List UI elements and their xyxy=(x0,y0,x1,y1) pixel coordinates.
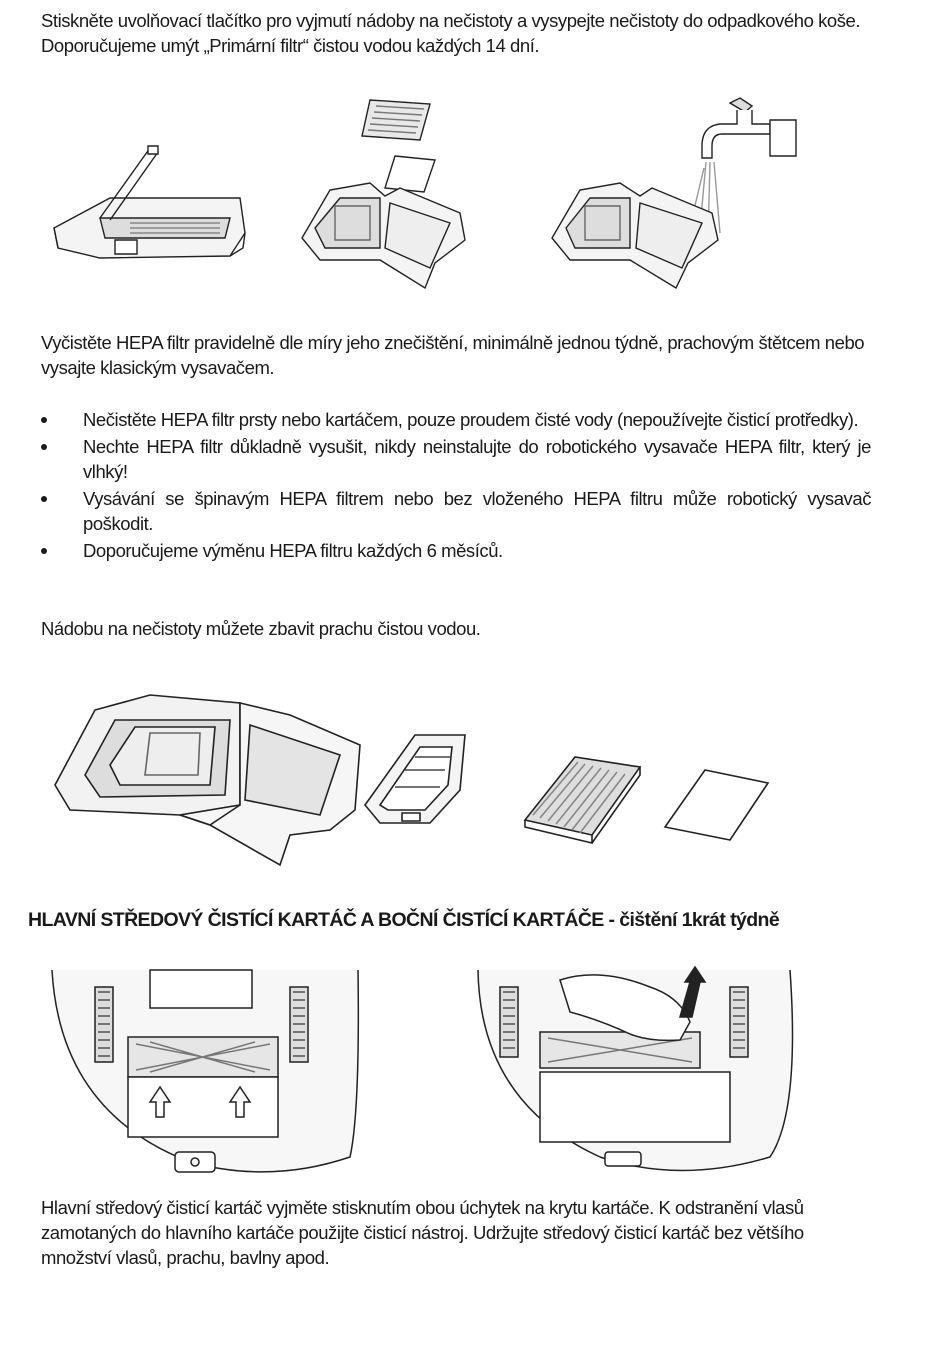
primary-filter-drawing xyxy=(365,735,465,823)
hepa-paragraph: Vyčistěte HEPA filtr pravidelně dle míry jeho znečištění, minimálně jednou týdně, prachovým štětcem nebo vysajte klasickým vysavačem. xyxy=(41,332,865,378)
brush-cover-release-drawing xyxy=(52,970,358,1172)
dustbin-filters-removed-drawing xyxy=(302,100,465,288)
open-dustbin-drawing xyxy=(55,695,360,865)
list-item: Nechte HEPA filtr důkladně vysušit, nikdy neinstalujte do robotického vysavače HEPA filtr, který je vlhký! xyxy=(41,434,871,485)
brush-removal-hand-drawing xyxy=(478,967,793,1171)
main-brush-paragraph: Hlavní středový čisticí kartáč vyjměte stisknutím obou úchytek na krytu kartáče. K odstranění vlasů zamotaných do hlavního kartáče použijte čisticí nástroj. Udržujte středový čisticí kartáč bez většího množství vlasů, prachu, bavlny apod. xyxy=(41,1197,804,1268)
list-item: Doporučujeme výměnu HEPA filtru každých 6 měsíců. xyxy=(41,538,871,564)
dustbin-open-lid-drawing xyxy=(54,146,245,258)
hepa-filter-drawing xyxy=(525,757,640,843)
bullet-icon xyxy=(41,417,47,423)
bullet-icon xyxy=(41,444,47,450)
sponge-filter-drawing xyxy=(665,770,768,840)
list-item: Nečistěte HEPA filtr prsty nebo kartáčem, pouze proudem čisté vody (nepoužívejte čisticí protředky). xyxy=(41,407,871,433)
dustbin-cleaning-illustration xyxy=(40,88,810,303)
hepa-bullet-list xyxy=(41,407,871,564)
bullet-icon xyxy=(41,496,47,502)
dustbin-wash-paragraph: Nádobu na nečistoty můžete zbavit prachu čistou vodou. xyxy=(41,618,481,639)
bullet-icon xyxy=(41,548,47,554)
dustbin-parts-illustration xyxy=(40,665,780,880)
main-brush-illustration xyxy=(40,962,810,1184)
brush-section-heading: HLAVNÍ STŘEDOVÝ ČISTÍCÍ KARTÁČ A BOČNÍ ČISTÍCÍ KARTÁČE - čištění 1krát týdně xyxy=(28,909,780,931)
list-item: Vysávání se špinavým HEPA filtrem nebo bez vloženého HEPA filtru může robotický vysavač poškodit. xyxy=(41,486,871,537)
dustbin-washing-drawing xyxy=(552,98,796,288)
intro-paragraph: Stiskněte uvolňovací tlačítko pro vyjmutí nádoby na nečistoty a vysypejte nečistoty do odpadkového koše. Doporučujeme umýt „Primární filtr“ čistou vodou každých 14 dní. xyxy=(41,10,861,56)
